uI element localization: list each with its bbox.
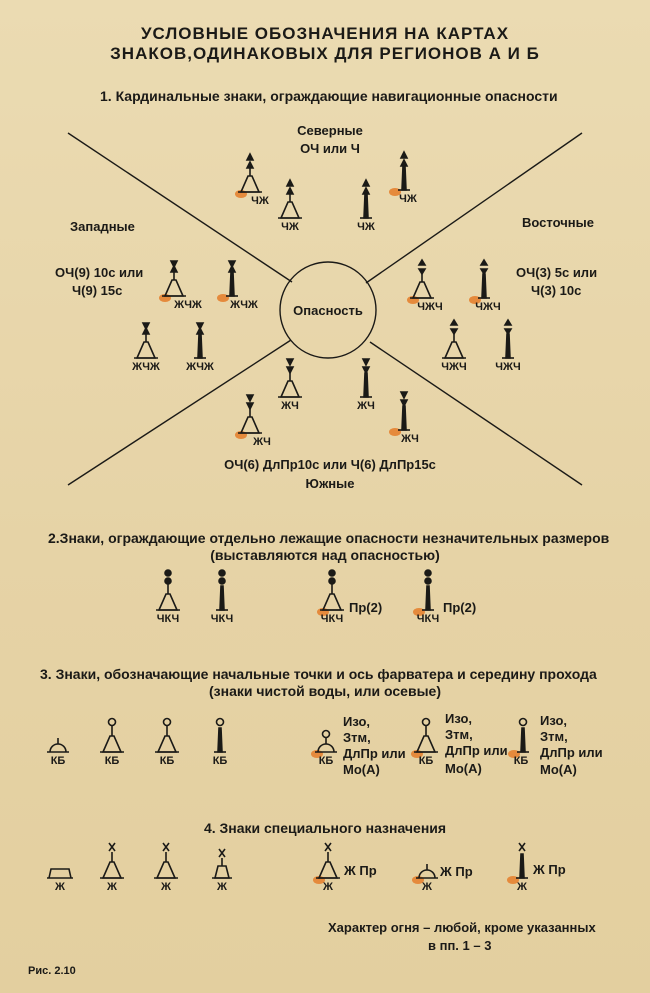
west-label: Западные: [70, 219, 135, 234]
mark-light-label: ЧЖЧ: [441, 361, 467, 373]
danger-label: Опасность: [293, 303, 363, 318]
sec3-b-l4: Мо(А): [445, 761, 482, 776]
mark-light-label: КБ: [513, 755, 529, 767]
west-light-2: Ч(9) 15с: [72, 283, 123, 298]
south-label: Южные: [305, 476, 355, 491]
mark-light-label: ЧЖ: [251, 195, 269, 207]
mark-light-label: ЖЧ: [253, 436, 271, 448]
north-light: ОЧ или Ч: [300, 141, 360, 156]
sec3-b-l2: Зтм,: [445, 727, 473, 742]
sec3-subheading: (знаки чистой воды, или осевые): [209, 683, 441, 699]
mark-light-label: ЖЧЖ: [132, 361, 160, 373]
sec3-b-l3: ДлПр или: [445, 743, 508, 758]
sec3-c-l4: Мо(А): [540, 762, 577, 777]
mark-light-label: ЧКЧ: [320, 613, 344, 625]
mark-light-label: ЧКЧ: [416, 613, 440, 625]
mark-light-label: Ж: [217, 881, 227, 893]
sec3-c-l3: ДлПр или: [540, 745, 603, 760]
sec4-light-2: Ж Пр: [440, 864, 473, 879]
mark-light-label: ЖЧ: [401, 433, 419, 445]
sec2-light-2: Пр(2): [443, 600, 477, 615]
sec3-b-l1: Изо,: [445, 711, 473, 726]
mark-light-label: Ж: [107, 881, 117, 893]
sec4-heading: 4. Знаки специального назначения: [203, 820, 447, 836]
east-light-2: Ч(3) 10с: [531, 283, 582, 298]
mark-light-label: Ж: [55, 881, 65, 893]
sec4-light-3: Ж Пр: [533, 862, 566, 877]
mark-light-label: ЖЧ: [281, 400, 299, 412]
mark-light-label: ЧКЧ: [210, 613, 234, 625]
mark-light-label: КБ: [212, 755, 228, 767]
mark-light-label: ЧЖ: [399, 193, 417, 205]
sec2-heading: 2.Знаки, ограждающие отдельно лежащие опасности незначительных размеров: [48, 530, 610, 546]
mark-light-label: КБ: [418, 755, 434, 767]
sec3-a-l1: Изо,: [343, 714, 371, 729]
mark-light-label: КБ: [159, 755, 175, 767]
mark-light-label: ЧЖЧ: [495, 361, 521, 373]
sec3-heading: 3. Знаки, обозначающие начальные точки и ось фарватера и середину прохода: [40, 666, 597, 682]
mark-light-label: ЧЖ: [357, 221, 375, 233]
title-line2: ЗНАКОВ,ОДИНАКОВЫХ ДЛЯ РЕГИОНОВ А И Б: [110, 44, 540, 63]
mark-light-label: ЖЧЖ: [174, 299, 202, 311]
mark-light-label: ЧЖ: [281, 221, 299, 233]
mark-light-label: ЧЖЧ: [417, 301, 443, 313]
east-label: Восточные: [522, 215, 594, 230]
mark-light-label: КБ: [50, 755, 66, 767]
sec3-a-l3: ДлПр или: [343, 746, 406, 761]
mark-light-label: Ж: [323, 881, 333, 893]
north-label: Северные: [297, 123, 363, 138]
mark-light-label: ЖЧЖ: [230, 299, 258, 311]
mark-light-label: ЧЖЧ: [475, 301, 501, 313]
mark-light-label: ЖЧ: [357, 400, 375, 412]
mark-light-label: Ж: [517, 881, 527, 893]
footer-note-2: в пп. 1 – 3: [428, 938, 492, 953]
mark-light-label: КБ: [104, 755, 120, 767]
sec3-c-l2: Зтм,: [540, 729, 568, 744]
mark-light-label: Ж: [422, 881, 432, 893]
mark-light-label: КБ: [318, 755, 334, 767]
footer-note-1: Характер огня – любой, кроме указанных: [328, 920, 596, 935]
sec3-a-l2: Зтм,: [343, 730, 371, 745]
west-light-1: ОЧ(9) 10с или: [55, 265, 144, 280]
sec3-a-l4: Мо(А): [343, 762, 380, 777]
east-light-1: ОЧ(3) 5с или: [516, 265, 598, 280]
sec4-light-1: Ж Пр: [344, 863, 377, 878]
mark-light-label: Ж: [161, 881, 171, 893]
mark-light-label: ЖЧЖ: [186, 361, 214, 373]
sec1-heading: 1. Кардинальные знаки, ограждающие навигационные опасности: [100, 88, 558, 104]
title-line1: УСЛОВНЫЕ ОБОЗНАЧЕНИЯ НА КАРТАХ: [140, 24, 510, 43]
south-light: ОЧ(6) ДлПр10с или Ч(6) ДлПр15с: [224, 457, 436, 472]
figure-number: Рис. 2.10: [28, 965, 76, 977]
sec2-light-1: Пр(2): [349, 600, 383, 615]
mark-light-label: ЧКЧ: [156, 613, 180, 625]
sec3-c-l1: Изо,: [540, 713, 568, 728]
sec2-subheading: (выставляются над опасностью): [210, 547, 440, 563]
